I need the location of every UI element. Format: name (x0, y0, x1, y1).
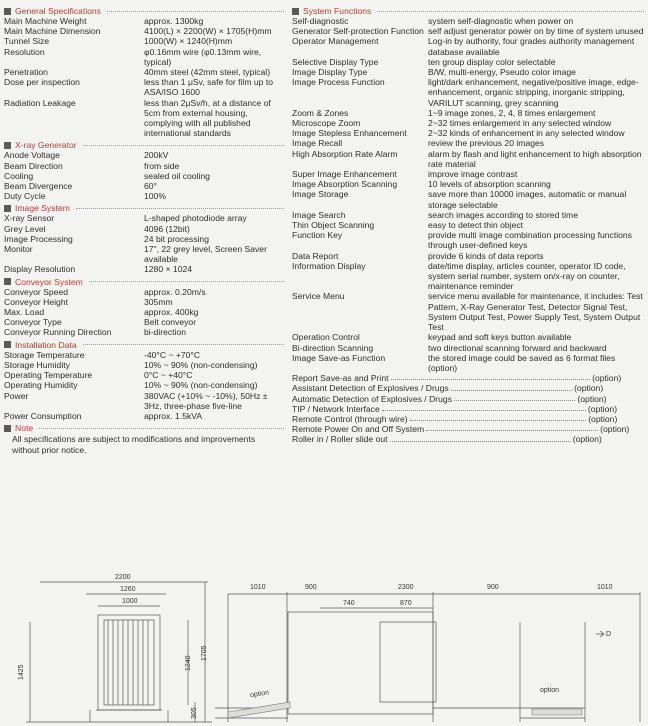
section-bullet-icon (4, 278, 11, 285)
spec-value: easy to detect thin object (428, 220, 524, 231)
spec-row-power (4, 391, 284, 411)
section-bullet-icon (4, 425, 11, 432)
spec-value: (option) (592, 373, 622, 384)
spec-row-main-machine-weight (4, 16, 284, 26)
option-label-right: option (540, 687, 560, 694)
spec-label: Function Key (292, 230, 343, 241)
spec-row-max-load (4, 307, 284, 317)
spec-row-conveyor-height (4, 297, 284, 307)
spec-label: Storage Temperature (4, 349, 85, 360)
spec-value: 305mm (144, 296, 173, 307)
spec-row-self-diagnostic (292, 16, 644, 26)
section-rule (83, 145, 284, 146)
spec-value: (option) (577, 393, 607, 404)
dim-1010-left: 1010 (250, 584, 266, 591)
dim-1240: 1240 (185, 655, 192, 671)
spec-label: Operating Temperature (4, 370, 93, 381)
dim-305: 305 (191, 707, 198, 719)
spec-label: Anode Voltage (4, 150, 60, 161)
spec-label: Dose per inspection (4, 77, 80, 88)
spec-label: Assistant Detection of Explosives / Drugs (292, 383, 449, 394)
section-rule (76, 208, 284, 209)
spec-row-conveyor-speed (4, 287, 284, 297)
spec-value: -40°C ~ +70°C (144, 349, 201, 360)
spec-value: 10% ~ 90% (non-condensing) (144, 359, 258, 370)
spec-value: alarm by flash and light enhancement to high absorption rate material (428, 148, 642, 169)
dotted-leader (410, 420, 587, 421)
spec-label: Service Menu (292, 291, 345, 302)
dim-900-right: 900 (487, 584, 499, 591)
spec-label: Microscope Zoom (292, 118, 361, 129)
spec-row-automatic-detection-of-explosives-drugs (292, 394, 644, 404)
section-header-installation-data (4, 340, 284, 350)
spec-label: X-ray Sensor (4, 213, 55, 224)
spec-row-selective-display-type (292, 57, 644, 67)
spec-value: Belt conveyor (144, 317, 197, 328)
dotted-leader (451, 390, 572, 391)
spec-row-super-image-enhancement (292, 169, 644, 179)
section-bullet-icon (4, 142, 11, 149)
spec-row-report-save-as-and-print (292, 373, 644, 383)
spec-value: service menu available for maintenance, it includes: Test Pattern, X-Ray Generator Test, Detector Signal Test, System Output Test, Power Supply Test, System Output Test (428, 291, 643, 333)
section-header-system-functions (292, 6, 644, 16)
spec-label: Storage Humidity (4, 359, 70, 370)
section-rule (39, 428, 284, 429)
spec-value: 24 bit processing (144, 233, 209, 244)
spec-label: Bi-direction Scanning (292, 342, 374, 353)
spec-row-roller-in-roller-slide-out (292, 434, 644, 444)
spec-label: Main Machine Dimension (4, 26, 101, 37)
spec-label: Conveyor Speed (4, 286, 69, 297)
spec-value: 0°C ~ +40°C (144, 370, 193, 381)
spec-value: 200kV (144, 150, 169, 161)
spec-value: from side (144, 160, 180, 171)
spec-row-thin-object-scanning (292, 220, 644, 230)
spec-row-penetration (4, 67, 284, 77)
spec-value: ten group display color selectable (428, 56, 556, 67)
spec-row-function-key (292, 230, 644, 250)
spec-label: Super Image Enhancement (292, 169, 397, 180)
spec-row-high-absorption-rate-alarm (292, 149, 644, 169)
spec-label: Conveyor Height (4, 296, 69, 307)
section-bullet-icon (4, 8, 11, 15)
spec-value: approx. 0.20m/s (144, 286, 206, 297)
spec-row-monitor (4, 244, 284, 264)
spec-value: (option) (600, 424, 630, 435)
spec-label: Roller in / Roller slide out (292, 434, 388, 445)
dimension-drawing (0, 562, 648, 726)
section-header-general-specifications (4, 6, 284, 16)
option-label-left: option (249, 689, 270, 700)
spec-value: keypad and soft keys button available (428, 332, 572, 343)
spec-row-operator-management (292, 36, 644, 56)
spec-row-image-search (292, 210, 644, 220)
front-view-body (98, 615, 160, 710)
spec-row-main-machine-dimension (4, 26, 284, 36)
spec-row-conveyor-type (4, 317, 284, 327)
spec-label: Power Consumption (4, 410, 82, 421)
dotted-leader (382, 410, 586, 411)
spec-row-image-processing (4, 234, 284, 244)
spec-value: 4100(L) × 2200(W) × 1705(H)mm (144, 26, 272, 37)
spec-value: approx. 1.5kVA (144, 410, 203, 421)
spec-value: 60° (144, 181, 157, 192)
dim-900-left: 900 (305, 584, 317, 591)
spec-value: light/dark enhancement, negative/positive image, edge-enhancement, organic stripping, inorganic stripping, VARILUT scanning, grey scanning (428, 77, 639, 108)
spec-row-resolution (4, 47, 284, 67)
spec-label: Cooling (4, 170, 34, 181)
spec-label: Beam Divergence (4, 181, 73, 192)
spec-row-operation-control (292, 332, 644, 342)
dim-1260: 1260 (120, 586, 136, 593)
spec-value: 2~32 times enlargement in any selected window (428, 118, 612, 129)
note-text: All specifications are subject to modifications and improvements without prior notice. (12, 434, 256, 455)
spec-label: Image Process Function (292, 77, 385, 88)
spec-value: the stored image could be saved as 6 format files (option) (428, 352, 616, 373)
side-view-body (288, 612, 433, 714)
spec-label: Information Display (292, 260, 366, 271)
spec-row-beam-divergence (4, 181, 284, 191)
spec-label: Self-diagnostic (292, 16, 349, 26)
dim-1010-right: 1010 (597, 584, 613, 591)
spec-row-service-menu (292, 291, 644, 332)
spec-row-remote-power-on-and-off-system (292, 424, 644, 434)
spec-row-grey-level (4, 224, 284, 234)
spec-row-zoom-zones (292, 108, 644, 118)
dotted-leader (390, 441, 571, 442)
spec-label: Data Report (292, 250, 339, 261)
spec-label: Generator Self-protection Function (292, 26, 424, 37)
spec-value: less than 1 μSv, safe for film up to ASA/ISO 1600 (144, 77, 273, 98)
dim-1000: 1000 (122, 598, 138, 605)
spec-value: two directional scanning forward and backward (428, 342, 607, 353)
spec-value: Log-in by authority, four grades authority management database available (428, 36, 635, 57)
spec-row-image-stepless-enhancement (292, 128, 644, 138)
spec-row-display-resolution (4, 264, 284, 274)
spec-label: High Absorption Rate Alarm (292, 148, 398, 159)
spec-label: Operation Control (292, 332, 360, 343)
section-rule (107, 11, 284, 12)
spec-label: Main Machine Weight (4, 16, 87, 26)
section-header-image-system (4, 203, 284, 213)
spec-row-power-consumption (4, 411, 284, 421)
spec-row-x-ray-sensor (4, 213, 284, 223)
section-title: Conveyor System (15, 276, 83, 287)
spec-row-cooling (4, 171, 284, 181)
spec-value: 17", 22 grey level, Screen Saver available (144, 244, 267, 265)
spec-label: Thin Object Scanning (292, 220, 375, 231)
spec-value: (option) (587, 403, 618, 414)
spec-value: bi-direction (144, 327, 187, 338)
spec-value: (option) (588, 413, 618, 424)
dim-1425: 1425 (18, 664, 25, 680)
spec-label: Image Search (292, 209, 346, 220)
spec-label: Power (4, 390, 29, 401)
spec-value: 380VAC (+10% ~ -10%), 50Hz ± 3Hz, three-phase five-line (144, 390, 268, 411)
spec-label: Radiation Leakage (4, 97, 76, 108)
spec-value: save more than 10000 images, automatic or manual storage selectable (428, 189, 627, 210)
section-header-x-ray-generator (4, 140, 284, 150)
spec-label: Tunnel Size (4, 36, 50, 47)
spec-row-anode-voltage (4, 150, 284, 160)
dim-740: 740 (343, 600, 355, 607)
spec-row-operating-temperature (4, 370, 284, 380)
spec-label: Image Absorption Scanning (292, 179, 398, 190)
spec-value: improve image contrast (428, 169, 518, 180)
section-title: Note (15, 423, 34, 434)
section-title: X-ray Generator (15, 140, 77, 151)
spec-value: approx. 1300kg (144, 16, 204, 26)
spec-value: (option) (574, 383, 604, 394)
spec-label: Remote Control (through wire) (292, 413, 408, 424)
spec-value: (option) (572, 434, 602, 445)
spec-label: Zoom & Zones (292, 107, 349, 118)
spec-row-dose-per-inspection (4, 77, 284, 97)
spec-label: Duty Cycle (4, 191, 46, 202)
section-rule (83, 344, 284, 345)
spec-label: Image Save-as Function (292, 352, 386, 363)
section-header-conveyor-system (4, 277, 284, 287)
spec-row-image-storage (292, 189, 644, 209)
spec-label: Image Display Type (292, 67, 368, 78)
section-bullet-icon (4, 205, 11, 212)
dim-2200: 2200 (115, 574, 131, 581)
section-header-note (4, 423, 284, 433)
right-spec-column (292, 4, 644, 445)
spec-value: L-shaped photodiode array (144, 213, 247, 224)
spec-row-assistant-detection-of-explosives-drugs (292, 383, 644, 393)
dotted-leader (454, 400, 575, 401)
spec-label: Penetration (4, 67, 48, 78)
spec-label: Remote Power On and Off System (292, 424, 425, 435)
spec-row-generator-self-protection-function (292, 26, 644, 36)
section-title: Installation Data (15, 339, 77, 350)
spec-value: sealed oil cooling (144, 170, 210, 181)
spec-value: 10% ~ 90% (non-condensing) (144, 380, 258, 391)
spec-value: search images according to stored time (428, 209, 578, 220)
spec-label: Image Recall (292, 138, 343, 149)
spec-value: date/time display, articles counter, operator ID code, system serial number, system on/x-ray on counter, maintenance reminder (428, 260, 626, 292)
spec-label: Image Stepless Enhancement (292, 128, 407, 139)
spec-row-image-save-as-function (292, 353, 644, 373)
section-title: General Specifications (15, 6, 101, 16)
spec-label: Image Processing (4, 233, 73, 244)
dim-870: 870 (400, 600, 412, 607)
spec-label: Beam Direction (4, 160, 63, 171)
spec-row-storage-temperature (4, 350, 284, 360)
spec-value: B/W, multi-energy, Pseudo color image (428, 67, 576, 78)
dim-1705: 1705 (201, 645, 208, 661)
spec-row-data-report (292, 251, 644, 261)
spec-value: approx. 400kg (144, 307, 199, 318)
spec-row-duty-cycle (4, 191, 284, 201)
spec-value: φ0.16mm wire (φ0.13mm wire, typical) (144, 46, 262, 67)
section-rule (377, 11, 644, 12)
section-title: System Functions (303, 6, 372, 16)
spec-label: Operator Management (292, 36, 379, 47)
spec-label: Display Resolution (4, 264, 76, 275)
spec-row-beam-direction (4, 161, 284, 171)
spec-value: 40mm steel (42mm steel, typical) (144, 67, 271, 78)
spec-value: 1280 × 1024 (144, 264, 193, 275)
spec-value: provide multi image combination processing functions through user-defined keys (428, 230, 632, 251)
spec-row-tip-network-interface (292, 404, 644, 414)
spec-value: 1000(W) × 1240(H)mm (144, 36, 233, 47)
spec-value: 2~32 kinds of enhancement in any selected window (428, 128, 625, 139)
spec-label: Report Save-as and Print (292, 373, 389, 384)
spec-row-radiation-leakage (4, 98, 284, 139)
section-title: Image System (15, 203, 70, 214)
spec-row-image-process-function (292, 77, 644, 108)
spec-value: 100% (144, 191, 166, 202)
spec-row-remote-control-through-wire (292, 414, 644, 424)
spec-label: Conveyor Running Direction (4, 327, 112, 338)
spec-row-bi-direction-scanning (292, 343, 644, 353)
left-spec-column (4, 4, 284, 455)
spec-value: review the previous 20 images (428, 138, 545, 149)
dim-2300: 2300 (398, 584, 414, 591)
spec-value: 1~9 image zones, 2, 4, 8 times enlargement (428, 107, 596, 118)
spec-row-image-display-type (292, 67, 644, 77)
spec-value: system self-diagnostic when power on (428, 16, 574, 26)
section-bullet-icon (292, 8, 299, 15)
spec-row-image-recall (292, 138, 644, 148)
direction-arrow-label: D (606, 631, 612, 638)
spec-value: 4096 (12bit) (144, 223, 190, 234)
spec-value: self adjust generator power on by time of system unused (428, 26, 644, 37)
spec-row-image-absorption-scanning (292, 179, 644, 189)
spec-row-conveyor-running-direction (4, 327, 284, 337)
spec-row-tunnel-size (4, 36, 284, 46)
spec-row-microscope-zoom (292, 118, 644, 128)
spec-row-information-display (292, 261, 644, 292)
spec-row-operating-humidity (4, 380, 284, 390)
spec-label: TIP / Network Interface (292, 403, 380, 414)
spec-row-storage-humidity (4, 360, 284, 370)
spec-label: Max. Load (4, 307, 45, 318)
spec-label: Automatic Detection of Explosives / Drugs (292, 393, 453, 404)
dotted-leader (426, 430, 598, 431)
dotted-leader (391, 379, 591, 380)
spec-label: Image Storage (292, 189, 349, 200)
section-rule (89, 281, 284, 282)
spec-value: less than 2μSv/h, at a distance of 5cm from external housing, complying with all published international standards (144, 97, 271, 139)
section-bullet-icon (4, 341, 11, 348)
spec-label: Monitor (4, 244, 33, 255)
spec-label: Resolution (4, 46, 45, 57)
spec-value: provide 6 kinds of data reports (428, 250, 544, 261)
spec-label: Operating Humidity (4, 380, 78, 391)
spec-label: Grey Level (4, 223, 46, 234)
spec-label: Selective Display Type (292, 56, 379, 67)
spec-value: 10 levels of absorption scanning (428, 179, 551, 190)
spec-label: Conveyor Type (4, 317, 62, 328)
